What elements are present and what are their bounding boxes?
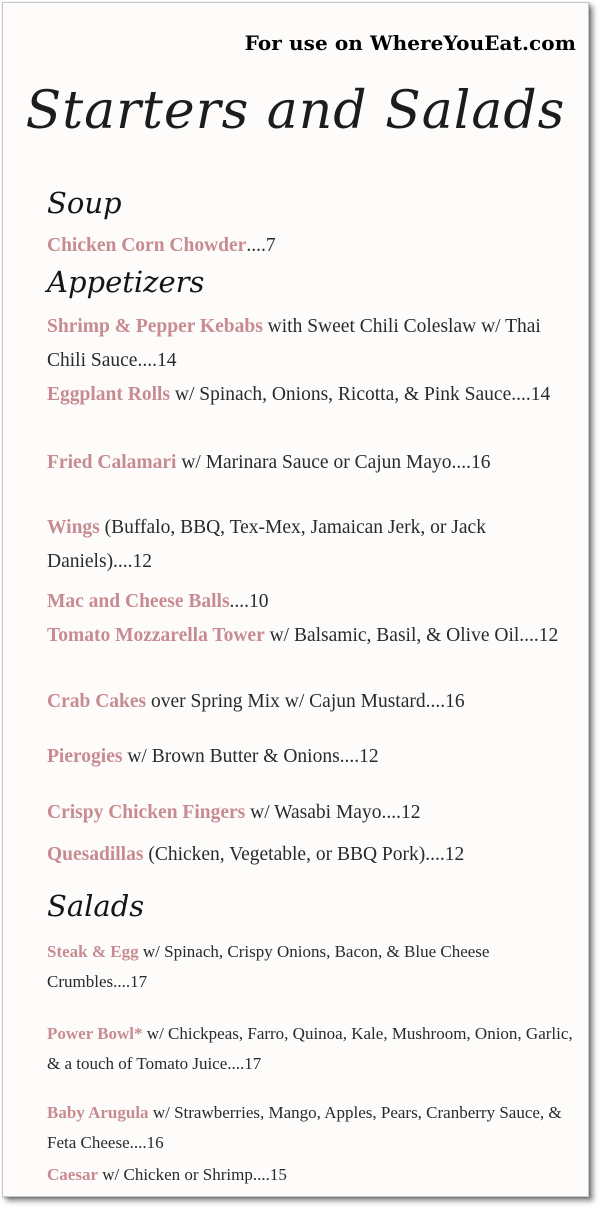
item-name: Steak & Egg xyxy=(47,942,139,961)
item-name: Power Bowl* xyxy=(47,1024,143,1043)
item-name: Shrimp & Pepper Kebabs xyxy=(47,316,263,337)
section-title-appetizers: Appetizers xyxy=(47,265,205,299)
item-desc: w/ Spinach, Crispy Onions, Bacon, & Blue Cheese Crumbles....17 xyxy=(47,942,490,991)
item-name: Crab Cakes xyxy=(47,691,147,712)
menu-item-baby-arugula xyxy=(47,1098,577,1158)
menu-item-wings xyxy=(47,511,577,579)
menu-item-caesar xyxy=(47,1160,577,1190)
item-name: Caesar xyxy=(47,1165,98,1184)
item-name: Mac and Cheese Balls xyxy=(47,591,230,612)
item-name: Wings xyxy=(47,517,100,538)
item-name: Chicken Corn Chowder xyxy=(47,235,247,256)
menu-item-chicken-corn-chowder xyxy=(47,229,577,263)
menu-item-crispy-chicken-fingers xyxy=(47,796,577,830)
item-desc: ....10 xyxy=(229,591,269,612)
menu-item-fried-calamari xyxy=(47,446,577,480)
item-desc: w/ Brown Butter & Onions....12 xyxy=(122,746,379,767)
item-desc: w/ Spinach, Onions, Ricotta, & Pink Sauce....14 xyxy=(170,384,551,405)
item-desc: w/ Chicken or Shrimp....15 xyxy=(97,1165,287,1184)
menu-item-quesadillas xyxy=(47,838,577,872)
item-desc: over Spring Mix w/ Cajun Mustard....16 xyxy=(146,691,465,712)
menu-item-power-bowl xyxy=(47,1019,577,1079)
page-title: Starters and Salads xyxy=(25,81,566,141)
item-name: Fried Calamari xyxy=(47,452,177,473)
item-desc: (Chicken, Vegetable, or BBQ Pork)....12 xyxy=(143,844,465,865)
item-desc: ....7 xyxy=(246,235,276,256)
section-title-soup: Soup xyxy=(47,186,122,220)
item-desc: w/ Marinara Sauce or Cajun Mayo....16 xyxy=(176,452,491,473)
item-name: Crispy Chicken Fingers xyxy=(47,802,246,823)
watermark: For use on WhereYouEat.com xyxy=(244,31,576,55)
item-desc: w/ Balsamic, Basil, & Olive Oil....12 xyxy=(264,625,559,646)
item-name: Tomato Mozzarella Tower xyxy=(47,625,265,646)
item-name: Quesadillas xyxy=(47,844,144,865)
item-desc: w/ Wasabi Mayo....12 xyxy=(245,802,421,823)
menu-item-eggplant-rolls xyxy=(47,378,577,412)
menu-item-tomato-mozzarella-tower xyxy=(47,619,577,653)
menu-item-shrimp-pepper-kebabs xyxy=(47,310,577,378)
section-title-salads: Salads xyxy=(47,889,145,923)
item-name: Eggplant Rolls xyxy=(47,384,170,405)
item-desc: (Buffalo, BBQ, Tex-Mex, Jamaican Jerk, or Jack Daniels)....12 xyxy=(47,517,486,572)
item-desc: w/ Strawberries, Mango, Apples, Pears, Cranberry Sauce, & Feta Cheese....16 xyxy=(47,1103,562,1152)
menu-item-steak-and-egg xyxy=(47,937,577,997)
item-name: Baby Arugula xyxy=(47,1103,149,1122)
menu-item-crab-cakes xyxy=(47,685,577,719)
item-name: Pierogies xyxy=(47,746,123,767)
menu-item-pierogies xyxy=(47,740,577,774)
item-desc: w/ Chickpeas, Farro, Quinoa, Kale, Mushroom, Onion, Garlic, & a touch of Tomato Juice....17 xyxy=(47,1024,573,1073)
item-desc: with Sweet Chili Coleslaw w/ Thai Chili Sauce....14 xyxy=(47,316,541,371)
menu-page xyxy=(2,2,589,1197)
menu-item-mac-and-cheese-balls xyxy=(47,585,577,619)
